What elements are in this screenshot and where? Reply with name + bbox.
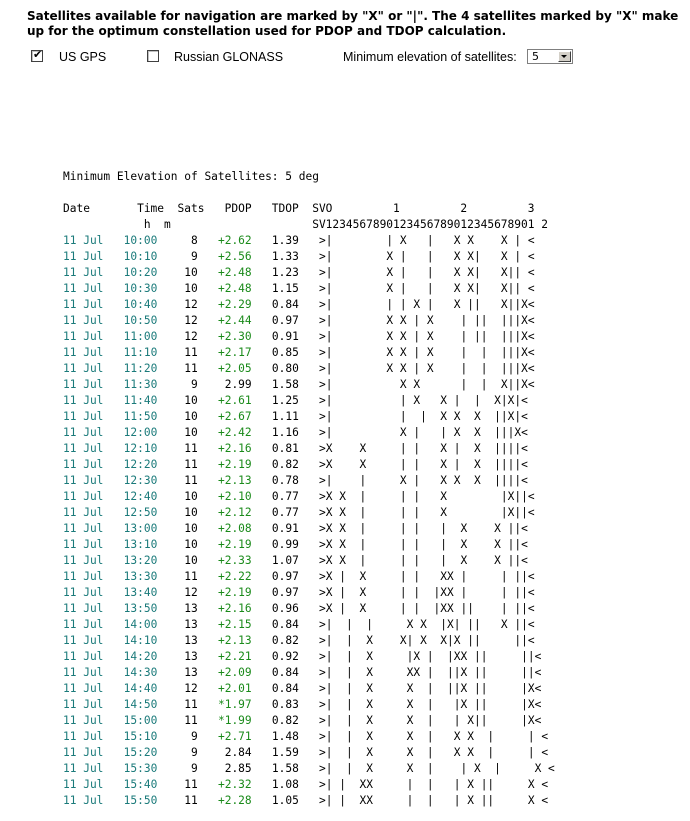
row-sv-map: >| X X | | X||X< [312,378,535,391]
table-row: 11 Jul 11:50 10 +2.67 1.11 >| | | X X X ||X|< [63,410,528,423]
row-sv-map: >X X | | X | X ||||< [312,442,528,455]
row-time: 10:30 [123,282,158,295]
row-time: 10:10 [123,250,158,263]
row-sv-map: >| | X | X X X | < [312,234,535,247]
row-time: 12:30 [123,474,158,487]
row-time: 14:00 [123,618,158,631]
row-sv-map: >| | X X | | X|| |X< [312,714,542,727]
glonass-label: Russian GLONASS [174,50,284,64]
row-pdop: +2.71 [217,730,252,743]
row-time: 10:20 [123,266,158,279]
row-time: 15:30 [123,762,158,775]
row-tdop: 1.48 [271,730,299,743]
row-pdop: 2.85 [224,762,252,775]
row-time: 13:30 [123,570,158,583]
row-tdop: 1.33 [271,250,299,263]
row-pdop: +2.33 [217,554,252,567]
table-row: 11 Jul 10:40 12 +2.29 0.84 >| | | X | X || X||X< [63,298,535,311]
row-tdop: 0.84 [271,298,299,311]
table-header-1: Date Time Sats PDOP TDOP SVO 1 2 3 [63,202,535,215]
row-sv-map: >| | XX | | | X || X < [312,778,549,791]
row-sv-map: >| X X | X | || |||X< [312,330,535,343]
row-pdop: +2.19 [217,586,252,599]
row-time: 14:10 [123,634,158,647]
row-pdop: +2.19 [217,538,252,551]
row-time: 12:00 [123,426,158,439]
row-date: 11 Jul [63,794,104,807]
row-tdop: 0.84 [271,666,299,679]
row-sv-map: >X X | | | | X X ||< [312,554,528,567]
row-date: 11 Jul [63,762,104,775]
row-time: 15:50 [123,794,158,807]
table-row: 11 Jul 14:20 13 +2.21 0.92 >| | X |X | |XX || ||< [63,650,542,663]
table-row: 11 Jul 13:30 11 +2.22 0.97 >X | X | | XX | | ||< [63,570,535,583]
min-elevation-select[interactable] [527,49,573,64]
row-sv-map: >| X X | X | || |||X< [312,314,535,327]
row-date: 11 Jul [63,714,104,727]
table-row: 11 Jul 15:30 9 2.85 1.58 >| | X X | | X | X < [63,762,555,775]
table-row: 11 Jul 14:30 13 +2.09 0.84 >| | X XX | ||X || ||< [63,666,542,679]
row-tdop: 0.83 [271,698,299,711]
row-time: 11:50 [123,410,158,423]
row-sv-map: >X X | | X | X ||||< [312,458,528,471]
row-tdop: 0.85 [271,346,299,359]
row-date: 11 Jul [63,314,104,327]
table-row: 11 Jul 13:50 13 +2.16 0.96 >X | X | | |XX || | ||< [63,602,535,615]
row-date: 11 Jul [63,378,104,391]
table-row: 11 Jul 12:10 11 +2.16 0.81 >X X | | X | X ||||< [63,442,528,455]
row-date: 11 Jul [63,650,104,663]
chevron-down-icon [561,55,567,58]
row-sv-map: >| | X X | X X | | < [312,730,549,743]
row-sv-map: >X X | | | | X X ||< [312,538,528,551]
table-row: 11 Jul 11:20 11 +2.05 0.80 >| X X | X | | |||X< [63,362,535,375]
row-time: 12:50 [123,506,158,519]
table-row: 11 Jul 11:10 11 +2.17 0.85 >| X X | X | | |||X< [63,346,535,359]
row-pdop: +2.21 [217,650,252,663]
row-pdop: +2.61 [217,394,252,407]
row-pdop: +2.17 [217,346,252,359]
table-row: 11 Jul 12:00 10 +2.42 1.16 >| X | | X X |||X< [63,426,528,439]
table-rows [63,234,555,807]
row-sv-map: >| | X X | |X || |X< [312,698,542,711]
row-date: 11 Jul [63,506,104,519]
table-row: 11 Jul 13:20 10 +2.33 1.07 >X X | | | | X X ||< [63,554,528,567]
intro-text: Satellites available for navigation are marked by "X" or "|". The 4 satellites marked by "X" make up for the optimum constellation used for PDOP and TDOP calculation. [27,9,679,38]
satellite-table [63,169,555,809]
row-tdop: 0.80 [271,362,299,375]
row-sv-map: >| | | X X X ||X|< [312,410,528,423]
table-row: 11 Jul 15:10 9 +2.71 1.48 >| | X X | X X | | < [63,730,549,743]
row-pdop: +2.12 [217,506,252,519]
table-row: 11 Jul 10:20 10 +2.48 1.23 >| X | | X X| X|| < [63,266,535,279]
table-row: 11 Jul 12:40 10 +2.10 0.77 >X X | | | X |X||< [63,490,535,503]
row-pdop: +2.16 [217,602,252,615]
row-time: 15:00 [123,714,158,727]
row-pdop: +2.16 [217,442,252,455]
row-pdop: +2.15 [217,618,252,631]
row-tdop: 1.07 [271,554,299,567]
row-time: 11:40 [123,394,158,407]
row-sv-map: >X | X | | |XX | | ||< [312,586,535,599]
row-tdop: 1.23 [271,266,299,279]
row-date: 11 Jul [63,554,104,567]
row-date: 11 Jul [63,698,104,711]
row-pdop: +2.30 [217,330,252,343]
row-sv-map: >| X X | X | | |||X< [312,346,535,359]
row-tdop: 1.08 [271,778,299,791]
row-date: 11 Jul [63,234,104,247]
row-date: 11 Jul [63,746,104,759]
row-time: 13:00 [123,522,158,535]
table-row: 11 Jul 10:10 9 +2.56 1.33 >| X | | X X| X | < [63,250,535,263]
table-row: 11 Jul 14:00 13 +2.15 0.84 >| | | X X |X| || X ||< [63,618,535,631]
row-time: 15:40 [123,778,158,791]
row-pdop: +2.32 [217,778,252,791]
row-date: 11 Jul [63,570,104,583]
row-sv-map: >| | X X | X X | | < [312,746,549,759]
row-time: 10:00 [123,234,158,247]
row-date: 11 Jul [63,250,104,263]
row-date: 11 Jul [63,538,104,551]
row-pdop: *1.97 [217,698,252,711]
row-tdop: 0.84 [271,618,299,631]
row-sv-map: >| X | | X X| X|| < [312,282,535,295]
row-tdop: 1.58 [271,762,299,775]
row-tdop: 0.81 [271,442,299,455]
row-time: 10:40 [123,298,158,311]
table-row: 11 Jul 11:30 9 2.99 1.58 >| X X | | X||X< [63,378,535,391]
row-time: 14:20 [123,650,158,663]
row-time: 11:00 [123,330,158,343]
table-row: 11 Jul 11:00 12 +2.30 0.91 >| X X | X | || |||X< [63,330,535,343]
row-time: 13:20 [123,554,158,567]
row-pdop: +2.22 [217,570,252,583]
row-tdop: 0.97 [271,570,299,583]
row-time: 15:20 [123,746,158,759]
row-pdop: +2.29 [217,298,252,311]
table-row: 11 Jul 15:00 11 *1.99 0.82 >| | X X | | X|| |X< [63,714,542,727]
row-tdop: 0.91 [271,522,299,535]
table-row: 11 Jul 10:30 10 +2.48 1.15 >| X | | X X| X|| < [63,282,535,295]
row-tdop: 0.82 [271,458,299,471]
row-tdop: 0.77 [271,506,299,519]
table-row: 11 Jul 12:20 11 +2.19 0.82 >X X | | X | X ||||< [63,458,528,471]
row-pdop: +2.19 [217,458,252,471]
row-date: 11 Jul [63,666,104,679]
min-elevation-label: Minimum elevation of satellites: [343,50,517,64]
gps-checkbox[interactable] [31,50,43,62]
row-tdop: 1.05 [271,794,299,807]
row-date: 11 Jul [63,474,104,487]
row-date: 11 Jul [63,330,104,343]
row-pdop: +2.28 [217,794,252,807]
row-tdop: 1.15 [271,282,299,295]
row-tdop: 0.78 [271,474,299,487]
row-pdop: 2.99 [224,378,252,391]
row-date: 11 Jul [63,778,104,791]
row-time: 11:10 [123,346,158,359]
table-row: 11 Jul 10:50 12 +2.44 0.97 >| X X | X | || |||X< [63,314,535,327]
row-time: 13:10 [123,538,158,551]
row-date: 11 Jul [63,586,104,599]
table-title: Minimum Elevation of Satellites: 5 deg [63,170,319,183]
row-tdop: 0.91 [271,330,299,343]
table-row: 11 Jul 15:50 11 +2.28 1.05 >| | XX | | | X || X < [63,794,549,807]
row-tdop: 0.97 [271,586,299,599]
row-time: 14:50 [123,698,158,711]
table-header-2: h m SV1234567890123456789012345678901 2 [63,218,548,231]
row-sv-map: >| X X | X | | |||X< [312,362,535,375]
row-date: 11 Jul [63,602,104,615]
row-pdop: +2.13 [217,474,252,487]
row-date: 11 Jul [63,618,104,631]
row-sv-map: >X X | | | X |X||< [312,506,535,519]
row-date: 11 Jul [63,458,104,471]
row-pdop: +2.48 [217,266,252,279]
row-time: 12:20 [123,458,158,471]
row-sv-map: >| | X X| X X|X || ||< [312,634,535,647]
row-time: 13:40 [123,586,158,599]
row-date: 11 Jul [63,346,104,359]
row-sv-map: >| | X XX | ||X || ||< [312,666,542,679]
row-sv-map: >| | X |X | |XX || ||< [312,650,542,663]
row-pdop: +2.44 [217,314,252,327]
row-time: 12:10 [123,442,158,455]
row-pdop: +2.08 [217,522,252,535]
row-sv-map: >| X | | X X| X | < [312,250,535,263]
row-pdop: +2.13 [217,634,252,647]
row-sv-map: >X X | | | | X X ||< [312,522,528,535]
table-row: 11 Jul 14:50 11 *1.97 0.83 >| | X X | |X || |X< [63,698,542,711]
dropdown-button[interactable] [558,51,571,62]
row-tdop: 1.58 [271,378,299,391]
row-date: 11 Jul [63,266,104,279]
row-date: 11 Jul [63,490,104,503]
row-sv-map: >| | | X | X || X||X< [312,298,535,311]
row-pdop: +2.05 [217,362,252,375]
glonass-checkbox[interactable] [147,50,159,62]
row-tdop: 0.77 [271,490,299,503]
row-pdop: 2.84 [224,746,252,759]
row-date: 11 Jul [63,298,104,311]
table-row: 11 Jul 14:40 12 +2.01 0.84 >| | X X | ||X || |X< [63,682,542,695]
row-pdop: +2.67 [217,410,252,423]
row-sv-map: >| X | | X X |||X< [312,426,528,439]
row-date: 11 Jul [63,634,104,647]
row-date: 11 Jul [63,410,104,423]
table-row: 11 Jul 11:40 10 +2.61 1.25 >| | X X | | X|X|< [63,394,528,407]
row-sv-map: >| | XX | | | X || X < [312,794,549,807]
checkmark-icon: ✔ [33,48,43,61]
row-tdop: 1.25 [271,394,299,407]
row-sv-map: >| | | X X |X| || X ||< [312,618,535,631]
row-sv-map: >| | X | X X X ||||< [312,474,528,487]
row-date: 11 Jul [63,282,104,295]
row-time: 13:50 [123,602,158,615]
row-sv-map: >| | X X | ||X || |X< [312,682,542,695]
row-date: 11 Jul [63,394,104,407]
table-row: 11 Jul 10:00 8 +2.62 1.39 >| | X | X X X | < [63,234,535,247]
row-time: 11:20 [123,362,158,375]
row-date: 11 Jul [63,730,104,743]
row-pdop: *1.99 [217,714,252,727]
table-row: 11 Jul 14:10 13 +2.13 0.82 >| | X X| X X|X || ||< [63,634,535,647]
row-date: 11 Jul [63,442,104,455]
row-pdop: +2.42 [217,426,252,439]
row-time: 14:40 [123,682,158,695]
row-sv-map: >| | X X | | X|X|< [312,394,528,407]
row-sv-map: >X | X | | |XX || | ||< [312,602,535,615]
row-date: 11 Jul [63,522,104,535]
row-time: 11:30 [123,378,158,391]
row-pdop: +2.48 [217,282,252,295]
row-time: 10:50 [123,314,158,327]
row-date: 11 Jul [63,682,104,695]
table-row: 11 Jul 13:10 10 +2.19 0.99 >X X | | | | X X ||< [63,538,528,551]
row-sv-map: >X | X | | XX | | ||< [312,570,535,583]
row-tdop: 0.99 [271,538,299,551]
row-tdop: 0.97 [271,314,299,327]
row-tdop: 1.11 [271,410,299,423]
row-sv-map: >| X | | X X| X|| < [312,266,535,279]
row-tdop: 0.96 [271,602,299,615]
constellation-controls [31,48,681,68]
row-tdop: 1.39 [271,234,299,247]
row-tdop: 0.82 [271,714,299,727]
row-pdop: +2.56 [217,250,252,263]
row-pdop: +2.62 [217,234,252,247]
gps-label: US GPS [59,50,107,64]
row-date: 11 Jul [63,362,104,375]
row-pdop: +2.01 [217,682,252,695]
row-tdop: 1.16 [271,426,299,439]
min-elevation-value: 5 [532,50,539,63]
table-row: 11 Jul 15:40 11 +2.32 1.08 >| | XX | | | X || X < [63,778,549,791]
table-row: 11 Jul 13:40 12 +2.19 0.97 >X | X | | |XX | | ||< [63,586,535,599]
row-time: 14:30 [123,666,158,679]
row-tdop: 1.59 [271,746,299,759]
table-row: 11 Jul 12:50 10 +2.12 0.77 >X X | | | X |X||< [63,506,535,519]
row-pdop: +2.09 [217,666,252,679]
row-pdop: +2.10 [217,490,252,503]
row-sv-map: >X X | | | X |X||< [312,490,535,503]
row-tdop: 0.82 [271,634,299,647]
row-sv-map: >| | X X | | X | X < [312,762,555,775]
row-time: 12:40 [123,490,158,503]
table-row: 11 Jul 12:30 11 +2.13 0.78 >| | X | X X X ||||< [63,474,528,487]
row-tdop: 0.84 [271,682,299,695]
row-tdop: 0.92 [271,650,299,663]
table-row: 11 Jul 15:20 9 2.84 1.59 >| | X X | X X | | < [63,746,549,759]
table-row: 11 Jul 13:00 10 +2.08 0.91 >X X | | | | X X ||< [63,522,528,535]
row-date: 11 Jul [63,426,104,439]
row-time: 15:10 [123,730,158,743]
